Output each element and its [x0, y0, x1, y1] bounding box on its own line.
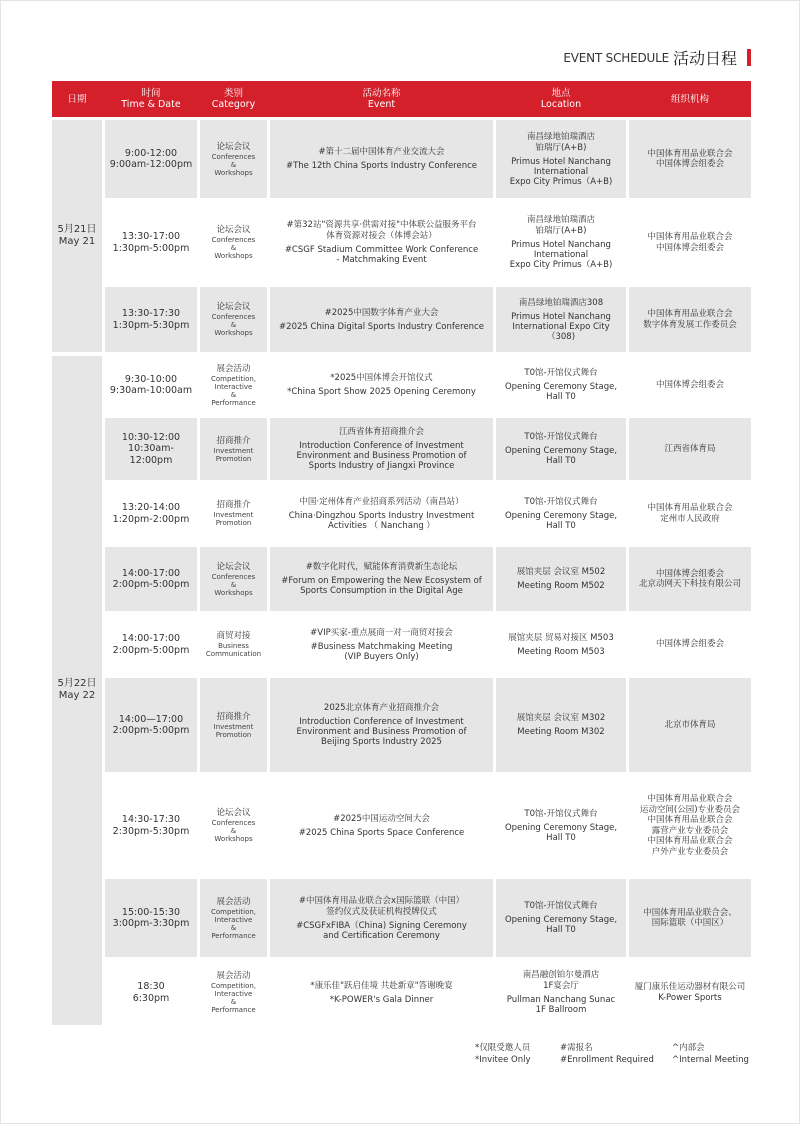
location-en-line: Primus Hotel Nanchang — [511, 311, 611, 322]
event-cn — [299, 497, 463, 508]
location-cell — [496, 776, 626, 876]
time-line: 10:30-12:00 — [121, 431, 181, 443]
event-cn — [324, 703, 439, 714]
location-en-line: Opening Ceremony Stage, — [504, 915, 618, 925]
organizer-line: 北京市体育局 — [664, 719, 716, 730]
header-organizer — [629, 81, 751, 117]
event-cn-line: *2025中国体博会开馆仪式 — [330, 373, 433, 383]
location-cn-line: 展馆夹层 会议室 M302 — [516, 713, 606, 723]
legend-en: *Invitee Only — [475, 1054, 531, 1065]
category-en: Interactive — [214, 915, 253, 924]
category-en: Conferences — [211, 819, 256, 827]
time-line: 14:00-17:00 — [121, 567, 181, 579]
event-cn-line: 签约仪式及获证机构授牌仪式 — [326, 906, 437, 917]
location-cell — [496, 356, 626, 415]
category-en: Workshops — [214, 329, 253, 337]
organizer-line: 中国体育用品业联合会 — [647, 148, 733, 159]
event-cn — [339, 427, 424, 438]
event-cell — [270, 120, 493, 198]
location-en-line: Expo City Primus（A+B) — [509, 260, 613, 270]
title-en: EVENT SCHEDULE — [563, 50, 669, 65]
schedule-table — [52, 120, 751, 1025]
header-label: 组织机构 — [670, 93, 709, 105]
category-cn: 招商推介 — [216, 435, 251, 446]
category-cell — [200, 615, 267, 675]
event-cell — [270, 961, 493, 1025]
location-cell — [496, 120, 626, 198]
header-label: 地点 — [551, 88, 571, 99]
category-cell — [200, 287, 267, 352]
category-cell — [200, 356, 267, 415]
date-cell — [52, 120, 102, 352]
event-cell — [270, 615, 493, 675]
event-cn — [310, 981, 452, 992]
event-en-line: #Business Matchmaking Meeting — [310, 641, 453, 652]
date-en: May 21 — [58, 236, 96, 247]
location-en-line: Opening Ceremony Stage, — [504, 822, 618, 833]
location-cn-line: T0馆-开馆仪式舞台 — [524, 808, 598, 819]
time-line: 14:30-17:30 — [121, 814, 181, 825]
date-en: May 22 — [58, 690, 96, 701]
location-cn — [523, 970, 600, 992]
location-cn-line: 南昌绿地铂瑞酒店 — [526, 131, 595, 142]
date-cell — [52, 356, 102, 1025]
category-en: Investment — [213, 722, 254, 731]
category-cell — [200, 120, 267, 198]
time-cell — [105, 287, 197, 352]
header-label-en: Time & Date — [121, 99, 181, 110]
location-cn-line: 铂瑞厅(A+B) — [535, 226, 587, 236]
organizer-line: 国际篮联（中国区） — [651, 918, 729, 928]
organizer-line: 定州市人民政府 — [660, 513, 720, 524]
organizer-cell — [629, 547, 751, 611]
event-cell — [270, 776, 493, 876]
header-label-en: Category — [211, 99, 256, 110]
location-en-line: 1F Ballroom — [535, 1005, 587, 1015]
event-cn — [333, 814, 430, 825]
location-cn — [508, 633, 613, 644]
location-en-line: Hall T0 — [546, 925, 576, 935]
location-cn — [517, 567, 605, 578]
event-cn-line: #数字化时代，赋能体育消费新生态论坛 — [305, 562, 458, 572]
organizer-line: 中国体博会组委会 — [655, 159, 724, 169]
event-en-line: Activities （ Nanchang ） — [328, 520, 435, 531]
event-en-line: China·Dingzhou Sports Industry Investment — [288, 510, 475, 521]
time-line: 2:30pm-5:30pm — [112, 825, 190, 837]
location-cell — [496, 287, 626, 352]
category-en: & — [230, 923, 237, 932]
location-en-line: Pullman Nanchang Sunac — [506, 995, 616, 1005]
event-en-line: (VIP Buyers Only) — [344, 651, 419, 662]
location-cn-line: 南昌融创铂尔曼酒店 — [522, 970, 600, 980]
time-line: 3:00pm-3:30pm — [112, 918, 190, 929]
time-line: 13:30-17:00 — [121, 231, 181, 242]
event-en-line: Sports Industry of Jiangxi Province — [308, 461, 455, 471]
time-line: 9:00-12:00 — [124, 147, 178, 159]
event-en-line: #CSGFxFIBA（China) Signing Ceremony — [296, 920, 467, 931]
category-en: & — [230, 998, 237, 1006]
category-cn: 论坛会议 — [216, 225, 251, 235]
location-cn-line: T0馆-开馆仪式舞台 — [524, 496, 598, 507]
organizer-line: 中国体博会组委会 — [655, 242, 724, 253]
category-cn: 招商推介 — [216, 500, 251, 510]
location-en-line: Hall T0 — [546, 392, 576, 402]
time-cell — [105, 418, 197, 480]
organizer-line: 中国体育用品业联合会、 — [643, 907, 737, 918]
location-cn — [524, 368, 597, 379]
organizer-line: 中国体育用品业联合会 — [647, 794, 733, 804]
header-label: 活动名称 — [362, 88, 401, 99]
time-cell — [105, 615, 197, 675]
time-line: 14:00-17:00 — [121, 633, 181, 644]
event-en-line: #2025 China Digital Sports Industry Conference — [279, 321, 484, 332]
event-cell — [270, 356, 493, 415]
category-en: & — [230, 580, 237, 589]
location-en-line: Opening Ceremony Stage, — [504, 446, 618, 456]
category-en: & — [230, 321, 237, 329]
event-cn — [310, 628, 453, 639]
organizer-line: 中国体育用品业联合会 — [647, 815, 733, 825]
location-cn-line: 铂瑞厅(A+B) — [535, 142, 587, 153]
legend-cn: ^内部会 — [672, 1043, 705, 1053]
event-cell — [270, 418, 493, 480]
category-en: Promotion — [215, 519, 252, 527]
event-cn — [287, 220, 477, 242]
event-en-line: and Certification Ceremony — [323, 930, 440, 941]
category-cn: 展会活动 — [216, 971, 251, 981]
location-en-line: Hall T0 — [546, 456, 576, 466]
event-cell — [270, 547, 493, 611]
event-cn-line: 体育资源对接会（体博会站） — [326, 231, 437, 241]
location-cn — [524, 901, 597, 912]
event-en-line: *China Sport Show 2025 Opening Ceremony — [287, 387, 476, 397]
location-cn-line: T0馆-开馆仪式舞台 — [524, 432, 598, 442]
category-en: Conferences — [211, 152, 256, 161]
category-en: & — [230, 827, 237, 835]
header-date — [52, 81, 102, 117]
time-line: 9:30am-10:00am — [109, 385, 193, 396]
category-cn: 论坛会议 — [216, 561, 251, 572]
organizer-cell — [629, 961, 751, 1025]
organizer-line: 数字体育发展工作委员会 — [643, 319, 737, 330]
event-cn-line: #VIP买家-重点展商一对一商贸对接会 — [310, 627, 453, 638]
date-cn: 5月21日 — [57, 224, 97, 235]
category-en: Competition, — [210, 907, 257, 916]
category-en: Performance — [211, 398, 256, 407]
location-en-line: Opening Ceremony Stage, — [504, 382, 618, 392]
legend-enrollment — [560, 1043, 654, 1066]
event-en-line: #The 12th China Sports Industry Conference — [285, 161, 478, 171]
time-line: 14:00—17:00 — [118, 713, 184, 725]
category-en: Promotion — [215, 730, 252, 739]
category-cn: 招商推介 — [216, 711, 251, 722]
legend-en: #Enrollment Required — [560, 1054, 654, 1065]
event-cell — [270, 202, 493, 284]
category-en: Workshops — [214, 252, 253, 260]
organizer-cell — [629, 287, 751, 352]
event-en-line: Sports Consumption in the Digital Age — [300, 586, 463, 596]
location-cn-line: 展馆夹层 会议室 M502 — [516, 567, 606, 577]
header-label: 日期 — [67, 93, 87, 105]
location-cell — [496, 678, 626, 772]
event-cell — [270, 678, 493, 772]
location-cn — [524, 497, 597, 508]
category-cell — [200, 547, 267, 611]
organizer-cell — [629, 776, 751, 876]
location-en-line: Primus Hotel Nanchang — [511, 240, 611, 250]
time-line: 2:00pm-5:00pm — [112, 725, 190, 736]
category-cn: 展会活动 — [216, 363, 251, 374]
organizer-line: 中国体育用品业联合会 — [647, 309, 733, 319]
event-en-line: #CSGF Stadium Committee Work Conference — [284, 245, 479, 255]
event-cn-line: #2025中国数字体育产业大会 — [324, 307, 439, 318]
location-en-line: Primus Hotel Nanchang — [511, 156, 611, 167]
organizer-cell — [629, 120, 751, 198]
category-en: Business — [218, 642, 249, 650]
event-cell — [270, 287, 493, 352]
table-header — [52, 81, 751, 117]
location-en-line: International Expo City（308) — [512, 321, 610, 342]
time-cell — [105, 356, 197, 415]
event-cn-line: 2025北京体育产业招商推介会 — [323, 703, 440, 713]
time-line: 9:00am-12:00pm — [109, 159, 193, 170]
header-label-en: Event — [367, 99, 396, 110]
organizer-line: 厦门康乐佳运动器材有限公司 — [634, 982, 746, 992]
category-en: Conferences — [211, 313, 256, 321]
organizer-line: 江西省体育局 — [664, 443, 716, 454]
category-en: Competition, — [210, 982, 257, 990]
category-cn: 商贸对接 — [216, 631, 251, 641]
location-cn-line: T0馆-开馆仪式舞台 — [524, 901, 598, 911]
location-cn-line: 南昌绿地铂瑞酒店308 — [518, 297, 604, 308]
organizer-line: 中国体博会组委会 — [655, 639, 724, 650]
time-line: 2:00pm-5:00pm — [112, 579, 190, 590]
organizer-line: 中国体育用品业联合会 — [647, 232, 733, 242]
location-cell — [496, 879, 626, 957]
organizer-cell — [629, 356, 751, 415]
title-cn: 活动日程 — [672, 49, 737, 68]
time-line: 13:20-14:00 — [121, 502, 181, 513]
title-accent-bar — [747, 49, 751, 66]
event-cell — [270, 484, 493, 544]
organizer-cell — [629, 202, 751, 284]
event-en-line: Beijing Sports Industry 2025 — [321, 737, 442, 747]
time-cell — [105, 547, 197, 611]
organizer-line: 户外产业专业委员会 — [651, 846, 729, 857]
location-cn-line: 展馆夹层 贸易对接区 M503 — [508, 632, 614, 643]
event-cell — [270, 879, 493, 957]
event-cn-line: 江西省体育招商推介会 — [338, 427, 424, 437]
event-cn-line: #第十二届中国体育产业交流大会 — [318, 147, 445, 157]
time-cell — [105, 879, 197, 957]
category-cell — [200, 879, 267, 957]
header-event — [270, 81, 493, 117]
location-en-line: Hall T0 — [546, 832, 576, 843]
category-en: & — [230, 160, 237, 169]
event-cn-line: #中国体育用品业联合会x国际篮联（中国） — [298, 895, 465, 906]
legend-en: ^Internal Meeting — [672, 1054, 749, 1065]
time-line: 18:30 — [137, 981, 165, 992]
category-en: Promotion — [215, 454, 252, 463]
legend-cn: #需报名 — [560, 1043, 593, 1053]
location-en-line: Opening Ceremony Stage, — [504, 510, 618, 521]
header-label: 时间 — [141, 88, 161, 99]
category-cell — [200, 202, 267, 284]
organizer-line: 运动空间(公园)专业委员会 — [639, 804, 741, 815]
time-cell — [105, 484, 197, 544]
category-en: Performance — [211, 1006, 256, 1014]
location-cell — [496, 615, 626, 675]
page-title — [563, 46, 751, 69]
event-cn — [306, 562, 458, 573]
event-cn — [299, 896, 464, 918]
header-category — [200, 81, 267, 117]
location-cell — [496, 202, 626, 284]
legend-invitee — [475, 1043, 531, 1066]
time-line: 10:30am-12:00pm — [128, 443, 174, 466]
location-cn — [527, 215, 595, 237]
category-en: Investment — [213, 511, 254, 519]
event-en-line: - Matchmaking Event — [336, 255, 427, 265]
location-en-line: Hall T0 — [546, 520, 576, 531]
category-cn: 论坛会议 — [216, 808, 251, 818]
time-line: 13:30-17:30 — [121, 308, 181, 319]
organizer-line: 露营产业专业委员会 — [651, 825, 729, 836]
location-cn — [527, 132, 595, 154]
category-cn: 论坛会议 — [216, 302, 251, 312]
category-en: Conferences — [211, 572, 256, 581]
category-en: Interactive — [214, 990, 253, 998]
category-en: & — [230, 390, 237, 399]
category-en: Conferences — [211, 236, 256, 244]
header-label: 类别 — [223, 88, 243, 99]
location-en-line: Meeting Room M503 — [517, 646, 605, 657]
category-cell — [200, 418, 267, 480]
time-line: 15:00-15:30 — [121, 906, 181, 918]
event-cn — [325, 308, 439, 319]
time-line: 6:30pm — [132, 992, 170, 1004]
category-en: Performance — [211, 931, 256, 940]
date-cn: 5月22日 — [57, 678, 97, 689]
category-en: Investment — [213, 446, 254, 455]
event-en-line: Environment and Business Promotion of — [296, 727, 467, 737]
location-cn-line: 1F宴会厅 — [543, 981, 579, 991]
location-cn-line: T0馆-开馆仪式舞台 — [524, 368, 598, 378]
category-en: Workshops — [214, 835, 253, 843]
time-cell — [105, 202, 197, 284]
event-cn-line: #2025中国运动空间大会 — [333, 813, 430, 824]
time-line: 1:30pm-5:30pm — [112, 319, 190, 331]
organizer-line: 中国体育用品业联合会 — [647, 836, 733, 846]
time-line: 1:20pm-2:00pm — [112, 513, 190, 525]
event-en-line: *K-POWER's Gala Dinner — [329, 994, 434, 1005]
event-cn — [330, 373, 432, 384]
location-en-line: International — [533, 166, 589, 177]
time-cell — [105, 678, 197, 772]
event-cn — [318, 147, 444, 158]
legend-cn: *仅限受邀人员 — [475, 1043, 531, 1053]
category-en: Workshops — [214, 588, 253, 597]
organizer-line: 中国体育用品业联合会 — [647, 503, 733, 513]
event-en-line: #2025 China Sports Space Conference — [298, 827, 465, 838]
time-cell — [105, 776, 197, 876]
event-cn-line: #第32站"资源共享·供需对接"中体联公益服务平台 — [286, 220, 477, 230]
time-cell — [105, 120, 197, 198]
organizer-line: K-Power Sports — [658, 992, 722, 1003]
event-cn-line: *康乐佳"跃启佳境 共赴新章"答谢晚宴 — [310, 980, 453, 991]
category-cell — [200, 776, 267, 876]
event-cn-line: 中国·定州体育产业招商系列活动（南昌站） — [299, 496, 464, 507]
organizer-cell — [629, 615, 751, 675]
location-en-line: Meeting Room M302 — [517, 727, 605, 737]
location-cell — [496, 547, 626, 611]
location-cell — [496, 418, 626, 480]
category-en: Workshops — [214, 168, 253, 177]
category-en: Communication — [205, 650, 262, 658]
category-cell — [200, 678, 267, 772]
category-en: & — [230, 244, 237, 252]
category-en: Interactive — [214, 382, 253, 391]
location-cell — [496, 484, 626, 544]
location-cn — [524, 432, 597, 443]
category-cn: 论坛会议 — [216, 141, 251, 152]
legend-internal — [672, 1043, 749, 1066]
organizer-cell — [629, 418, 751, 480]
organizer-line: 中国体博会组委会 — [655, 379, 724, 390]
location-cn — [519, 298, 603, 309]
organizer-cell — [629, 678, 751, 772]
location-en-line: Expo City Primus（A+B) — [509, 176, 613, 187]
category-cell — [200, 484, 267, 544]
organizer-cell — [629, 484, 751, 544]
organizer-line: 中国体博会组委会 — [655, 568, 724, 579]
category-en: Competition, — [210, 374, 257, 383]
category-cell — [200, 961, 267, 1025]
category-cn: 展会活动 — [216, 896, 251, 907]
time-line: 9:30-10:00 — [124, 373, 178, 385]
header-location — [496, 81, 626, 117]
organizer-line: 北京动网天下科技有限公司 — [638, 579, 741, 589]
header-label-en: Location — [540, 99, 582, 110]
header-time — [105, 81, 197, 117]
time-cell — [105, 961, 197, 1025]
event-en-line: Introduction Conference of Investment — [299, 717, 464, 727]
event-en-line: Introduction Conference of Investment — [299, 441, 464, 451]
location-cn-line: 南昌绿地铂瑞酒店 — [526, 215, 595, 225]
organizer-cell — [629, 879, 751, 957]
location-en-line: Meeting Room M502 — [517, 581, 605, 591]
location-cn — [517, 713, 605, 724]
event-en-line: Environment and Business Promotion of — [296, 451, 467, 461]
time-line: 1:30pm-5:00pm — [112, 242, 190, 254]
time-line: 2:00pm-5:00pm — [112, 644, 190, 656]
event-en-line: #Forum on Empowering the New Ecosystem of — [281, 576, 482, 586]
location-cn — [524, 809, 597, 820]
location-en-line: International — [533, 250, 589, 260]
location-cell — [496, 961, 626, 1025]
